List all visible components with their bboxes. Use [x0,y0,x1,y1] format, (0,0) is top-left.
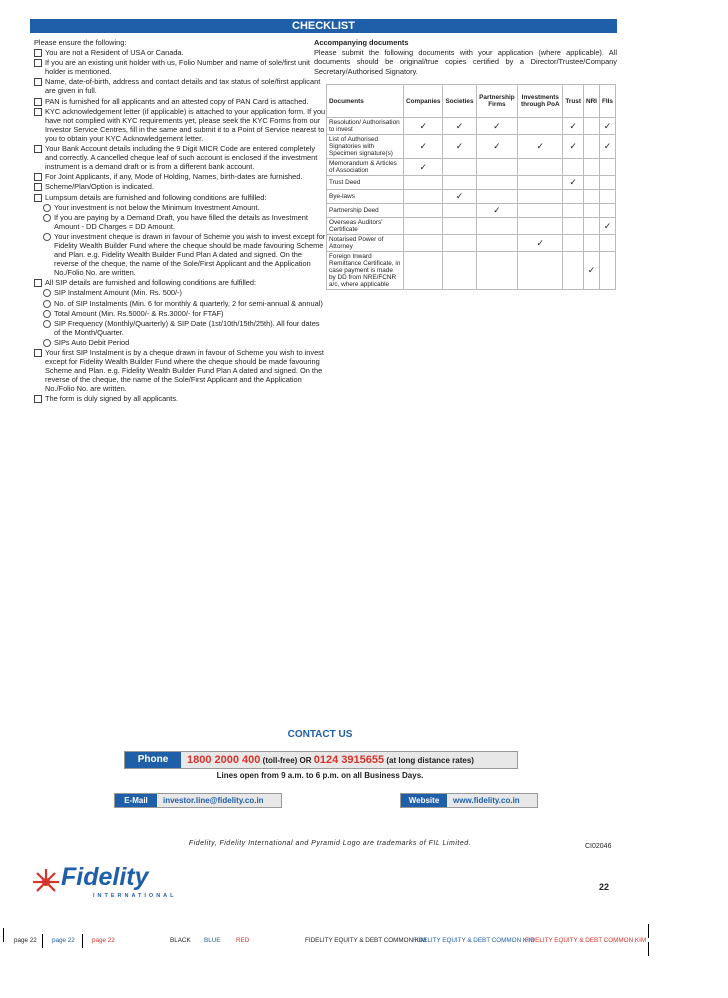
empty-cell [404,235,443,252]
table-header-cell: Trust [563,85,584,118]
phone-numbers [187,752,474,768]
radio-circle-icon[interactable] [43,300,51,308]
empty-cell [563,252,584,290]
empty-cell [443,204,476,218]
document-name: List of Authorised Signatories with Specimen signature(s) [327,135,404,159]
footer-page-3: page 22 [92,937,115,944]
pyramid-logo-icon [31,867,61,897]
checklist-item-text: SIP Frequency (Monthly/Quarterly) & SIP Date (1st/10th/15th/25th). All four dates of the Month/Quarter. [54,318,320,337]
empty-cell [583,204,599,218]
empty-cell [404,190,443,204]
checkbox-icon[interactable] [34,173,42,181]
checklist-item [34,77,326,95]
check-mark-icon: ✓ [583,252,599,290]
empty-cell [518,204,563,218]
empty-cell [476,235,518,252]
checklist-items [34,48,326,403]
empty-cell [404,252,443,290]
form-code: CI02046 [585,843,612,850]
check-mark-icon: ✓ [404,135,443,159]
documents-table-header [327,85,616,118]
radio-circle-icon[interactable] [43,339,51,347]
checklist-item [34,58,326,76]
check-mark-icon: ✓ [443,135,476,159]
logo-subtitle: INTERNATIONAL [93,893,177,899]
document-name: Trust Deed [327,176,404,190]
checklist-item-text: Your first SIP Instalment is by a cheque drawn in favour of Scheme you wish to invest except for Fidelity Wealth Builder Fund where the cheque should be made favouring Scheme and Plan. e.g. Fidelity Wealth Builder Fund Plan A dated and signed. On the reverse of the cheque, the name of the Sole/First Applicant and the Application No./Folio No. are written. [45,348,324,394]
check-mark-icon: ✓ [563,118,584,135]
empty-cell [443,252,476,290]
table-row [327,235,616,252]
checklist-item [34,172,326,181]
footer-page-2: page 22 [52,937,75,944]
empty-cell [563,235,584,252]
email-box [114,793,282,808]
document-name: Partnership Deed [327,204,404,218]
checklist-subitem [34,299,326,308]
tollfree-number[interactable]: 1800 2000 400 [187,754,261,766]
checklist-subitem [34,288,326,297]
footer-red: RED [236,937,250,944]
radio-circle-icon[interactable] [43,289,51,297]
checklist-intro: Please ensure the following: [34,38,127,47]
check-mark-icon: ✓ [443,118,476,135]
checklist-subitem [34,309,326,318]
footer-page-1: page 22 [14,937,37,944]
documents-table-body [327,118,616,290]
empty-cell [583,118,599,135]
checklist-item [34,144,326,171]
empty-cell [563,218,584,235]
document-name: Memorandum & Articles of Association [327,159,404,176]
checkbox-icon[interactable] [34,108,42,116]
business-hours: Lines open from 9 a.m. to 6 p.m. on all Business Days. [216,771,424,780]
fidelity-logo [31,865,181,903]
check-mark-icon: ✓ [599,118,615,135]
checkbox-icon[interactable] [34,98,42,106]
checklist-item-text: Your investment cheque is drawn in favour of Scheme you wish to invest except for Fidelity Wealth Builder Fund where the cheque should be made favouring Scheme and Plan. e.g. Fidelity Wealth Builder Fund Plan A dated and signed. On the reverse of the cheque, the name of the Sole/First Applicant and the Application No./Folio No. are written. [54,231,326,278]
page-number: 22 [599,882,610,892]
checklist-subitem [34,203,326,212]
checklist-item-text: Your investment is not below the Minimum Investment Amount. [54,202,260,212]
table-row [327,159,616,176]
check-mark-icon: ✓ [404,159,443,176]
checklist-subitem [34,232,326,277]
empty-cell [599,252,615,290]
documents-table [326,84,616,290]
long-distance-note: (at long distance rates) [386,756,474,765]
table-header-cell: FIIs [599,85,615,118]
phone-label: Phone [125,752,181,768]
table-header-cell: Societies [443,85,476,118]
table-row [327,176,616,190]
empty-cell [518,176,563,190]
website-label: Website [401,794,447,807]
crop-mark [3,928,4,942]
empty-cell [599,176,615,190]
check-mark-icon: ✓ [599,218,615,235]
footer-kim-2: FIDELITY EQUITY & DEBT COMMON KIM [413,937,535,944]
contact-heading: CONTACT US [287,729,353,740]
empty-cell [563,159,584,176]
checklist-item-text: Total Amount (Min. Rs.5000/- & Rs.3000/- for FTAF) [54,308,224,318]
document-name: Bye-laws [327,190,404,204]
checklist-item [34,182,326,191]
crop-mark [82,934,83,948]
check-mark-icon: ✓ [518,235,563,252]
checklist-item-text: You are not a Resident of USA or Canada. [45,48,184,58]
check-mark-icon: ✓ [476,118,518,135]
empty-cell [518,159,563,176]
empty-cell [599,235,615,252]
crop-mark [648,942,649,956]
checklist-item-text: If you are paying by a Demand Draft, you have filled the details as Investment Amount - DD Charges = DD Amount. [54,212,308,231]
long-distance-number[interactable]: 0124 3915655 [313,754,385,766]
table-row [327,252,616,290]
trademark-note: Fidelity, Fidelity International and Pyramid Logo are trademarks of FIL Limited. [188,840,472,847]
empty-cell [443,235,476,252]
check-mark-icon: ✓ [476,135,518,159]
checklist-item-text: All SIP details are furnished and following conditions are fulfilled: [45,278,257,288]
checklist-item-text: Scheme/Plan/Option is indicated. [45,182,154,192]
footer-kim-3: FIDELITY EQUITY & DEBT COMMON KIM [525,937,647,944]
document-name: Foreign Inward Remittance Certificate, in case payment is made by DD from NRE/FCNR a/c, where applicable [327,252,404,290]
empty-cell [476,176,518,190]
table-header-cell: Documents [327,85,404,118]
document-name: Resolution/ Authorisation to invest [327,118,404,135]
checklist-item-text: SIP Instalment Amount (Min. Rs. 500/-) [54,288,183,298]
table-header-cell: NRI [583,85,599,118]
document-name: Notarised Power of Attorney [327,235,404,252]
table-header-cell: Investments through PoA [518,85,563,118]
checklist-item-text: If you are an existing unit holder with us, Folio Number and name of sole/first unit holder is mentioned. [45,58,310,77]
check-mark-icon: ✓ [404,118,443,135]
checkbox-icon[interactable] [34,183,42,191]
accompanying-documents [314,38,617,76]
empty-cell [518,118,563,135]
email-label: E-Mail [115,794,157,807]
table-row [327,204,616,218]
empty-cell [583,135,599,159]
checkbox-icon[interactable] [34,395,42,403]
check-mark-icon: ✓ [476,204,518,218]
radio-circle-icon[interactable] [43,310,51,318]
checklist-item [34,348,326,393]
checklist-item-text: The form is duly signed by all applicants. [45,394,179,404]
logo-wordmark: Fidelity [61,863,149,891]
check-mark-icon: ✓ [518,135,563,159]
checklist-item-text: For Joint Applicants, if any, Mode of Holding, Names, birth-dates are furnished. [45,172,303,182]
radio-circle-icon[interactable] [43,214,51,222]
empty-cell [563,204,584,218]
empty-cell [476,190,518,204]
checklist-item-text: KYC acknowledgement letter (if applicable) is attached to your application form. If you have not complied with KYC requirements yet, please seek the KYC Forms from our Investor Service Centres, fill in the same and submit it to a Point of Service nearest to you to obtain your KYC Acknowledgement letter. [45,106,326,143]
document-name: Overseas Auditors' Certificate [327,218,404,235]
table-row [327,190,616,204]
check-mark-icon: ✓ [563,176,584,190]
empty-cell [518,190,563,204]
empty-cell [443,218,476,235]
checkbox-icon[interactable] [34,194,42,202]
crop-mark [648,924,649,938]
checklist-item [34,97,326,106]
checklist-item-text: SIPs Auto Debit Period [54,337,130,347]
checkbox-icon[interactable] [34,279,42,287]
checkbox-icon[interactable] [34,59,42,67]
checklist-item-text: Your Bank Account details including the 9 Digit MICR Code are entered completely and correctly. A cancelled cheque leaf of such account is enclosed if the investment instrument is a demand draft or is from a different bank account. [45,144,318,172]
checkbox-icon[interactable] [34,78,42,86]
empty-cell [443,159,476,176]
footer-black: BLACK [170,937,191,944]
checklist-item [34,394,326,403]
checklist-subitem [34,338,326,347]
check-mark-icon: ✓ [443,190,476,204]
print-footer [0,934,728,948]
checklist-item-text: Name, date-of-birth, address and contact details and tax status of sole/first applicant are given in full. [45,77,321,96]
empty-cell [476,252,518,290]
empty-cell [599,204,615,218]
checkbox-icon[interactable] [34,349,42,357]
table-row [327,118,616,135]
table-row [327,135,616,159]
empty-cell [518,218,563,235]
checklist-item-text: PAN is furnished for all applicants and an attested copy of PAN Card is attached. [45,96,309,106]
empty-cell [476,159,518,176]
checkbox-icon[interactable] [34,49,42,57]
footer-kim-1: FIDELITY EQUITY & DEBT COMMON KIM [305,937,427,944]
checklist-subitem [34,213,326,231]
website-box [400,793,538,808]
empty-cell [583,190,599,204]
checklist-subitem [34,319,326,337]
checkbox-icon[interactable] [34,145,42,153]
empty-cell [583,159,599,176]
empty-cell [476,218,518,235]
empty-cell [404,218,443,235]
radio-circle-icon[interactable] [43,204,51,212]
checklist-item-text: No. of SIP Instalments (Min. 6 for monthly & quarterly, 2 for semi-annual & annual) [54,298,323,308]
empty-cell [583,218,599,235]
checklist-item [34,48,326,57]
checklist-item [34,193,326,202]
checklist-column [34,38,326,405]
table-row [327,218,616,235]
radio-circle-icon[interactable] [43,233,51,241]
crop-mark [42,934,43,948]
table-header-cell: Partnership Firms [476,85,518,118]
check-mark-icon: ✓ [563,135,584,159]
website-link[interactable]: www.fidelity.co.in [453,796,520,805]
email-link[interactable]: investor.line@fidelity.co.in [163,796,264,805]
accompanying-title: Accompanying documents [314,38,409,47]
empty-cell [583,176,599,190]
accompanying-text: Please submit the following documents with your application (where applicable). All documents should be original/true copies certified by a Director/Trustee/Company Secretary/Authorised Signatory. [314,47,617,76]
checklist-item-text: Lumpsum details are furnished and following conditions are fulfilled: [45,192,267,202]
phone-bar [124,751,518,769]
radio-circle-icon[interactable] [43,320,51,328]
empty-cell [563,190,584,204]
tollfree-note: (toll-free) OR [262,756,312,765]
table-header-cell: Companies [404,85,443,118]
checklist-item [34,278,326,287]
empty-cell [518,252,563,290]
empty-cell [404,176,443,190]
checklist-item [34,107,326,143]
empty-cell [443,176,476,190]
empty-cell [599,159,615,176]
footer-blue: BLUE [204,937,221,944]
empty-cell [583,235,599,252]
check-mark-icon: ✓ [599,135,615,159]
empty-cell [404,204,443,218]
empty-cell [599,190,615,204]
checklist-banner: CHECKLIST [30,19,617,33]
